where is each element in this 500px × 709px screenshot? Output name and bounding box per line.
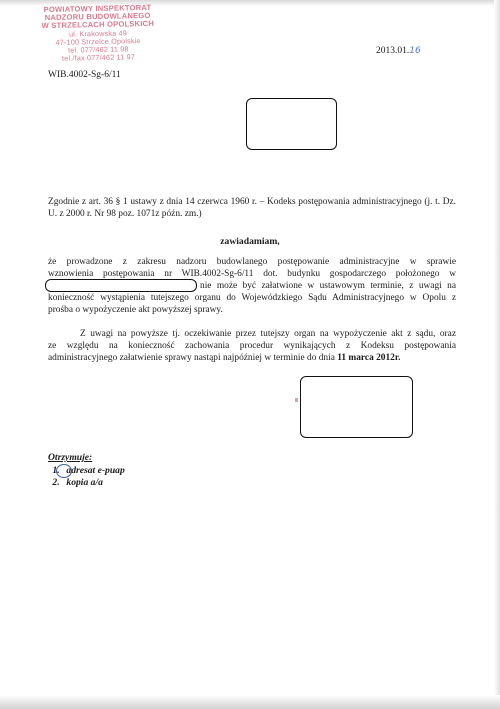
body-line: konieczność wystąpienia tutejszego organu do Wojewódzkiego Sądu Administracyjnego w Opolu z xyxy=(48,293,456,303)
redacted-location xyxy=(45,279,197,292)
body-line: że prowadzone z zakresu nadzoru budowlanego postępowanie administracyjne w sprawie xyxy=(48,257,456,267)
reference-number: WIB.4002-Sg-6/11 xyxy=(48,70,121,80)
stamp-line: ul. Krakowska 49 xyxy=(68,28,128,39)
stamp-line: tel./fax 077/462 11 97 xyxy=(61,52,136,63)
redacted-address-box xyxy=(246,98,337,150)
body-line: nie może być załatwione w ustawowym terminie, z uwagi na xyxy=(200,281,456,291)
recipient-number: 1. xyxy=(52,465,60,476)
scan-edge-right xyxy=(494,0,500,709)
notice-heading: zawiadamiam, xyxy=(220,236,280,247)
recipient-label: adresat e-puap xyxy=(66,465,125,476)
redacted-signature-box xyxy=(300,376,413,438)
stamp-mark xyxy=(295,398,298,402)
stamp-line: POWIATOWY INSPEKTORAT xyxy=(43,2,152,15)
body-line: ze względu na konieczność zachowania procedur wynikających z Kodeksu postępowania xyxy=(48,341,456,351)
office-stamp xyxy=(27,4,168,64)
recipient-item xyxy=(48,477,125,489)
handwritten-circle xyxy=(56,464,72,478)
stamp-line: W STRZELCACH OPOLSKICH xyxy=(41,19,155,31)
scan-edge-bottom xyxy=(0,695,500,709)
body-line: prośba o wypożyczenie akt powyższej sprawy. xyxy=(48,305,223,315)
recipient-label: kopia a/a xyxy=(66,477,103,488)
document-date xyxy=(376,46,421,56)
recipients-list xyxy=(48,452,125,489)
body-line: Z uwagi na powyższe tj. oczekiwanie przez tutejszy organ na wypożyczenie akt z sądu, oraz xyxy=(80,329,456,339)
body-line: wznowienia postępowania nr WIB.4002-Sg-6/11 dot. budynku gospodarczego położonego w xyxy=(48,269,456,279)
deadline-line xyxy=(48,352,401,364)
legal-basis: Zgodnie z art. 36 § 1 ustawy z dnia 14 czerwca 1960 r. – Kodeks postępowania administracyjnego (j. t. Dz. U. z 2000 r. Nr 98 poz. 1071z późn. zm.) xyxy=(48,197,456,219)
recipients-title: Otrzymuje: xyxy=(48,452,93,463)
deadline-date: 11 marca 2012r. xyxy=(337,353,401,363)
stamp-line: tel. 077/462 11 98 xyxy=(67,44,129,55)
deadline-prefix: administracyjnego załatwienie sprawy nastąpi najpóźniej w terminie do dnia xyxy=(48,353,338,363)
stamp-line: 47-100 Strzelce Opolskie xyxy=(55,35,141,47)
date-handwritten: 16 xyxy=(409,46,421,56)
date-printed: 2013.01. xyxy=(376,46,410,56)
stamp-line: NADZORU BUDOWLANEGO xyxy=(44,11,151,23)
recipient-number: 2. xyxy=(52,477,60,488)
recipient-item xyxy=(48,465,125,477)
